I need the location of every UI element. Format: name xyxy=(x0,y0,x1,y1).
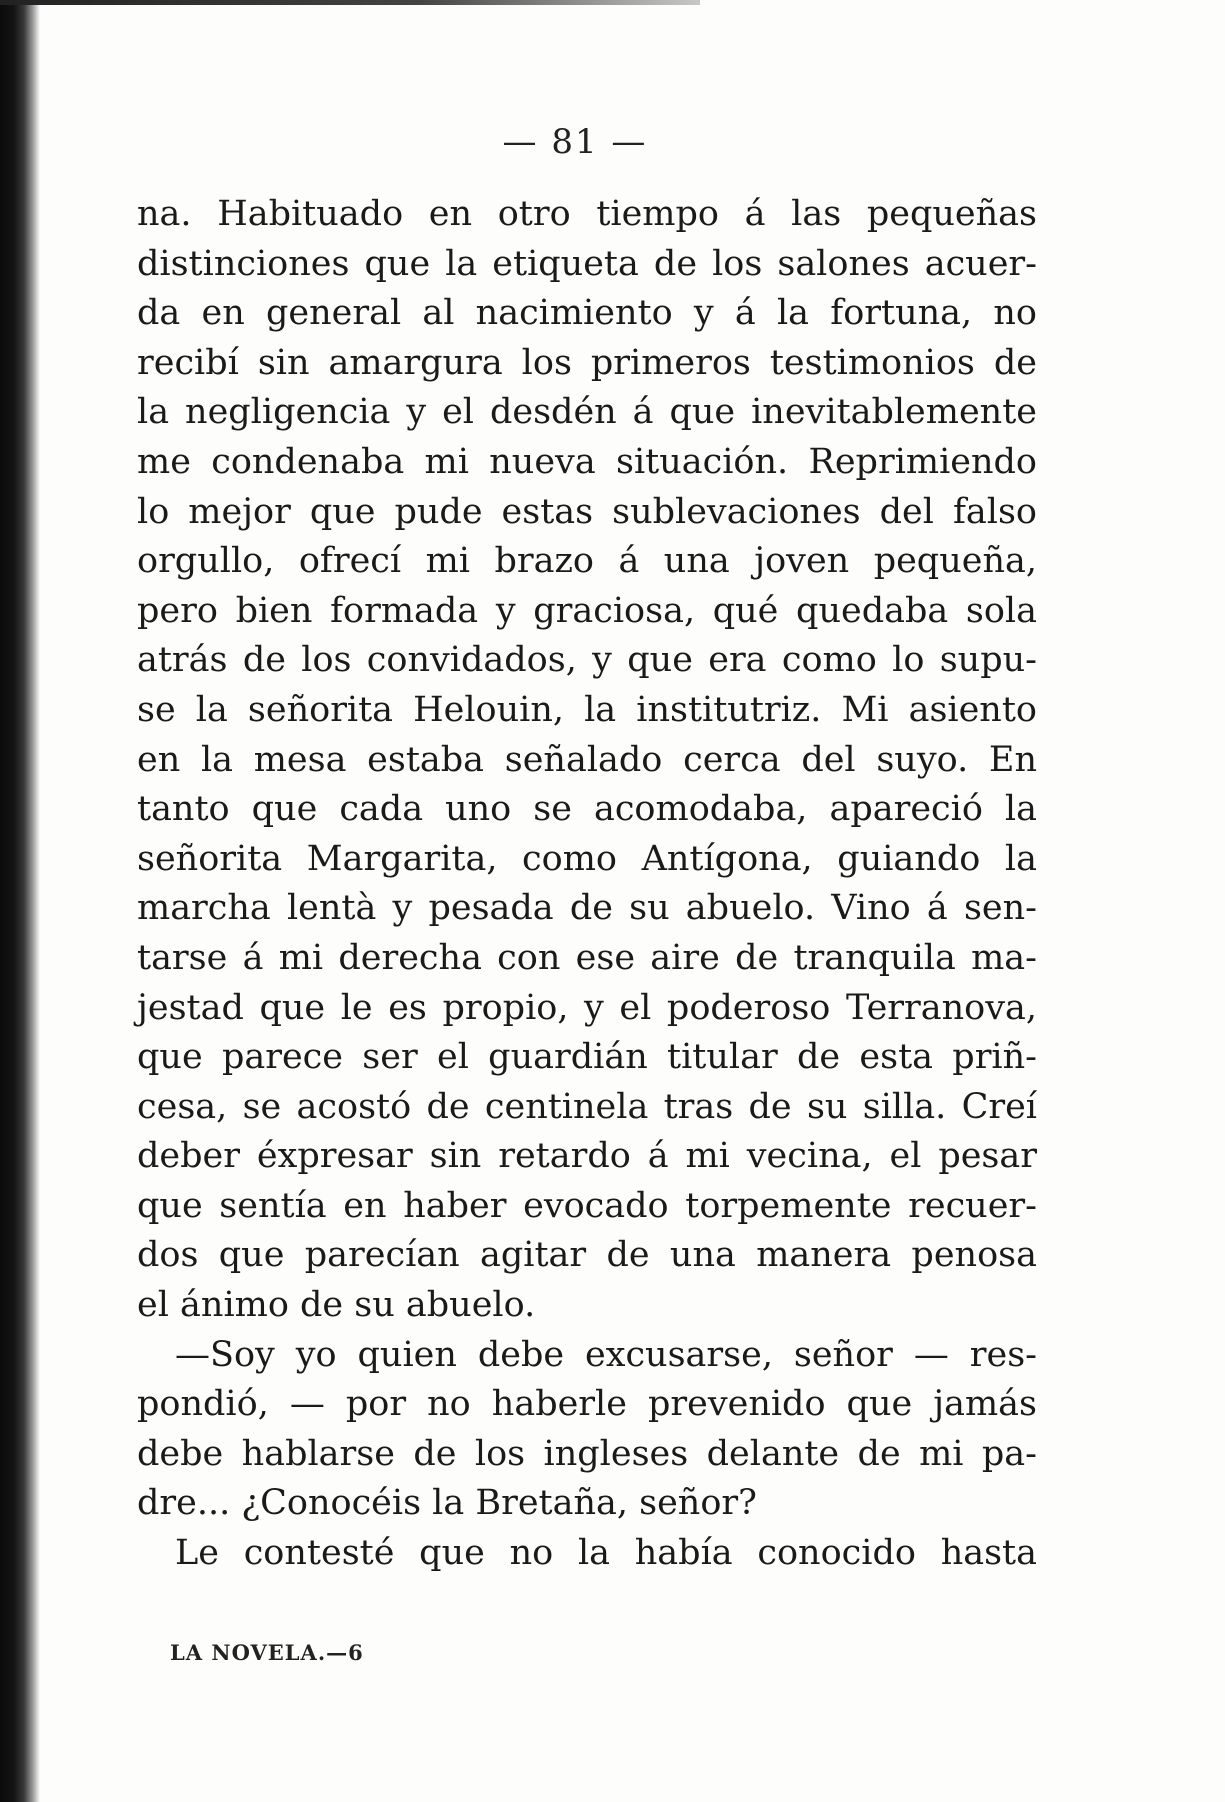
text-line: distinciones que la etiqueta de los salones acuer- xyxy=(137,243,1037,284)
text-line: debe hablarse de los ingleses delante de mi pa- xyxy=(137,1433,1037,1474)
text-line: que sentía en haber evocado torpemente recuer- xyxy=(137,1185,1037,1226)
text-line: jestad que le es propio, y el poderoso Terranova, xyxy=(137,987,1037,1028)
text-line: tanto que cada uno se acomodaba, apareció la xyxy=(137,789,1037,830)
text-line: pondió, — por no haberle prevenido que jamás xyxy=(137,1384,1037,1425)
top-edge-shadow xyxy=(0,0,700,5)
text-line: la negligencia y el desdén á que inevitablemente xyxy=(137,392,1037,433)
text-line: pero bien formada y graciosa, qué quedaba sola xyxy=(137,590,1037,631)
signature-mark: LA NOVELA.—6 xyxy=(170,1640,364,1665)
text-line: —Soy yo quien debe excusarse, señor — res- xyxy=(175,1334,1037,1375)
text-line: Le contesté que no la había conocido hasta xyxy=(175,1533,1037,1574)
text-line: se la señorita Helouin, la institutriz. Mi asiento xyxy=(137,689,1037,730)
text-line: deber éxpresar sin retardo á mi vecina, el pesar xyxy=(137,1136,1037,1177)
text-line: da en general al nacimiento y á la fortuna, no xyxy=(137,293,1037,334)
text-line: cesa, se acostó de centinela tras de su silla. Creí xyxy=(137,1086,1037,1127)
text-line: recibí sin amargura los primeros testimonios de xyxy=(137,342,1037,383)
text-line: que parece ser el guardián titular de esta priñ- xyxy=(137,1037,1037,1078)
text-line: el ánimo de su abuelo. xyxy=(137,1285,536,1326)
text-line: dos que parecían agitar de una manera penosa xyxy=(137,1235,1037,1276)
text-line: marcha lentà y pesada de su abuelo. Vino á sen- xyxy=(137,888,1037,929)
text-line: me condenaba mi nueva situación. Reprimiendo xyxy=(137,441,1037,482)
page-number: — 81 — xyxy=(502,122,648,162)
text-line: tarse á mi derecha con ese aire de tranquila ma- xyxy=(137,937,1037,978)
text-line: atrás de los convidados, y que era como lo supu- xyxy=(137,640,1037,681)
body-text xyxy=(137,190,1037,1579)
text-line: dre... ¿Conocéis la Bretaña, señor? xyxy=(137,1483,757,1524)
text-line: lo mejor que pude estas sublevaciones del falso xyxy=(137,491,1037,532)
text-line: orgullo, ofrecí mi brazo á una joven pequeña, xyxy=(137,541,1037,582)
text-line: en la mesa estaba señalado cerca del suyo. En xyxy=(137,739,1037,780)
binding-edge xyxy=(0,0,40,1802)
text-line: señorita Margarita, como Antígona, guiando la xyxy=(137,838,1037,879)
text-line: na. Habituado en otro tiempo á las pequeñas xyxy=(137,194,1037,234)
